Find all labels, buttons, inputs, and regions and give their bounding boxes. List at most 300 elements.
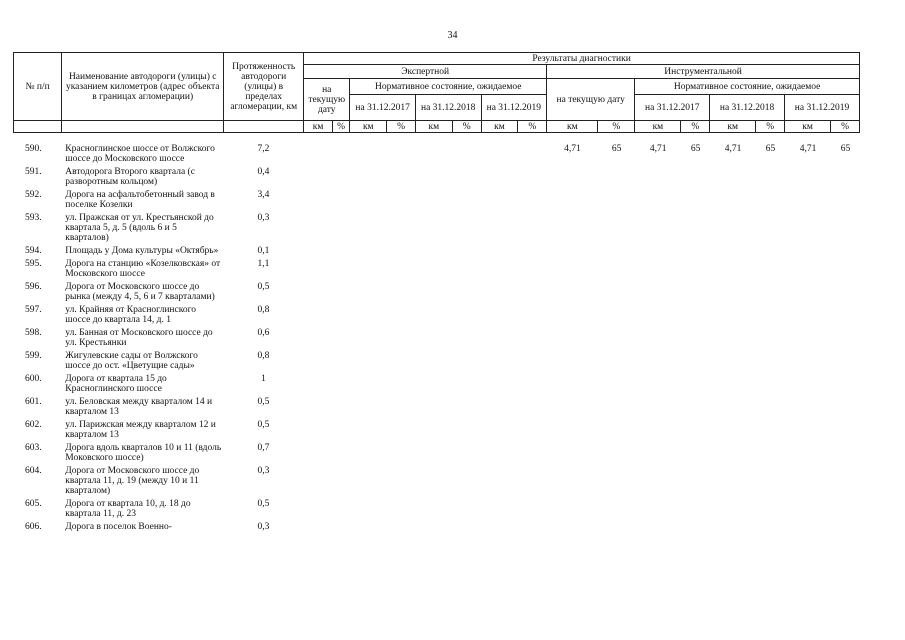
value-km xyxy=(635,465,681,498)
header-normative-instr: Нормативное состояние, ожидаемое xyxy=(635,79,860,95)
value-pct xyxy=(756,419,785,442)
value-pct xyxy=(681,304,710,327)
value-pct xyxy=(518,373,547,396)
value-pct xyxy=(598,189,635,212)
road-name: ул. Пражская от ул. Крестьянской до квартала 5, д. 5 (вдоль 6 и 5 кварталов) xyxy=(65,213,214,243)
value-km xyxy=(415,498,452,521)
table-row xyxy=(13,212,860,245)
header-results: Результаты диагностики xyxy=(304,53,860,65)
value-pct xyxy=(518,465,547,498)
value-km xyxy=(481,212,518,245)
road-name: Дорога вдоль кварталов 10 и 11 (вдоль Моковского шоссе) xyxy=(65,443,222,463)
value-km xyxy=(785,396,831,419)
value-pct xyxy=(387,212,416,245)
value-pct xyxy=(831,396,860,419)
value-pct: 65 xyxy=(690,144,701,154)
value-km xyxy=(304,498,333,521)
value-pct xyxy=(831,465,860,498)
value-pct xyxy=(756,350,785,373)
road-name: ул. Парижская между кварталом 12 и кварталом 13 xyxy=(65,420,216,440)
header-instr-2019: на 31.12.2019 xyxy=(785,95,860,121)
value-pct xyxy=(452,166,481,189)
road-length: 0,5 xyxy=(257,397,270,407)
value-pct xyxy=(332,465,349,498)
value-km xyxy=(710,281,756,304)
value-km xyxy=(415,465,452,498)
value-km xyxy=(635,521,681,534)
value-pct xyxy=(332,498,349,521)
value-km xyxy=(481,189,518,212)
value-km xyxy=(304,166,333,189)
value-pct xyxy=(518,327,547,350)
value-pct xyxy=(598,327,635,350)
value-pct xyxy=(518,212,547,245)
road-name: Площадь у Дома культуры «Октябрь» xyxy=(65,246,219,256)
value-pct xyxy=(332,143,349,166)
value-km xyxy=(710,245,756,258)
road-name: Дорога от Московского шоссе до рынка (между 4, 5, 6 и 7 кварталами) xyxy=(65,282,215,302)
unit-pct: % xyxy=(598,121,635,133)
value-km xyxy=(785,498,831,521)
value-km xyxy=(635,258,681,281)
value-km xyxy=(304,281,333,304)
value-pct xyxy=(452,281,481,304)
value-pct xyxy=(831,327,860,350)
table-row xyxy=(13,442,860,465)
row-number: 606. xyxy=(25,522,42,532)
value-km xyxy=(350,166,387,189)
value-pct xyxy=(831,281,860,304)
unit-km: км xyxy=(481,121,518,133)
value-km xyxy=(547,327,598,350)
value-km xyxy=(415,442,452,465)
value-pct xyxy=(831,304,860,327)
table-header xyxy=(13,52,860,133)
value-km xyxy=(710,258,756,281)
value-pct xyxy=(681,521,710,534)
road-name: ул. Крайняя от Красноглинского шоссе до квартала 14, д. 1 xyxy=(65,305,196,325)
unit-pct: % xyxy=(452,121,481,133)
value-pct xyxy=(598,373,635,396)
value-km xyxy=(350,143,387,166)
value-pct xyxy=(598,245,635,258)
value-pct xyxy=(332,373,349,396)
value-km xyxy=(710,442,756,465)
value-km xyxy=(547,304,598,327)
value-pct xyxy=(452,327,481,350)
value-pct xyxy=(598,521,635,534)
value-pct xyxy=(756,327,785,350)
value-km xyxy=(785,373,831,396)
value-km xyxy=(635,396,681,419)
value-km xyxy=(547,281,598,304)
value-km xyxy=(304,327,333,350)
value-pct xyxy=(831,189,860,212)
value-pct xyxy=(387,304,416,327)
value-pct xyxy=(452,304,481,327)
value-km xyxy=(547,419,598,442)
header-expert-2018: на 31.12.2018 xyxy=(415,95,481,121)
value-km xyxy=(635,212,681,245)
value-pct xyxy=(756,304,785,327)
value-pct xyxy=(332,521,349,534)
table-row xyxy=(13,396,860,419)
value-pct xyxy=(518,281,547,304)
table-row xyxy=(13,521,860,534)
header-current-instr: на текущую дату xyxy=(547,79,635,121)
value-pct xyxy=(332,245,349,258)
value-km xyxy=(785,521,831,534)
value-km xyxy=(547,498,598,521)
value-km xyxy=(415,350,452,373)
value-km xyxy=(350,350,387,373)
value-km xyxy=(547,166,598,189)
value-pct xyxy=(452,465,481,498)
value-km xyxy=(785,258,831,281)
value-km xyxy=(785,245,831,258)
value-pct xyxy=(452,189,481,212)
value-km xyxy=(481,419,518,442)
value-pct xyxy=(518,396,547,419)
value-pct xyxy=(681,189,710,212)
value-pct xyxy=(598,350,635,373)
road-length: 3,4 xyxy=(257,190,270,200)
value-pct xyxy=(598,166,635,189)
table-row xyxy=(13,189,860,212)
value-pct xyxy=(387,373,416,396)
value-km xyxy=(710,396,756,419)
road-length: 1,1 xyxy=(257,259,270,269)
value-pct xyxy=(756,245,785,258)
value-km xyxy=(547,245,598,258)
road-length: 0,6 xyxy=(257,328,270,338)
road-length: 0,5 xyxy=(257,499,270,509)
value-pct xyxy=(681,396,710,419)
value-km xyxy=(710,498,756,521)
value-km xyxy=(304,245,333,258)
road-length: 0,8 xyxy=(257,305,270,315)
value-km xyxy=(304,396,333,419)
value-pct xyxy=(518,189,547,212)
table-row xyxy=(13,465,860,498)
value-km xyxy=(481,373,518,396)
value-km xyxy=(710,465,756,498)
value-km xyxy=(350,465,387,498)
value-km xyxy=(350,258,387,281)
value-pct xyxy=(387,281,416,304)
unit-km: км xyxy=(547,121,598,133)
value-pct xyxy=(681,498,710,521)
value-km xyxy=(481,327,518,350)
value-pct xyxy=(452,350,481,373)
value-km xyxy=(304,189,333,212)
row-number: 594. xyxy=(25,246,42,256)
value-km xyxy=(785,350,831,373)
value-pct xyxy=(681,212,710,245)
value-km xyxy=(304,373,333,396)
value-km xyxy=(710,212,756,245)
unit-km: км xyxy=(304,121,333,133)
value-pct xyxy=(452,245,481,258)
value-km xyxy=(304,143,333,166)
value-km xyxy=(415,373,452,396)
value-pct xyxy=(681,166,710,189)
table-row xyxy=(13,143,860,166)
value-pct xyxy=(332,212,349,245)
value-pct xyxy=(518,166,547,189)
value-pct xyxy=(756,258,785,281)
table-row xyxy=(13,304,860,327)
value-pct xyxy=(756,373,785,396)
value-km xyxy=(415,258,452,281)
value-km xyxy=(785,281,831,304)
value-km xyxy=(481,521,518,534)
value-pct xyxy=(598,304,635,327)
value-pct xyxy=(452,498,481,521)
value-km xyxy=(547,258,598,281)
value-pct xyxy=(452,258,481,281)
road-name: Дорога на асфальтобетонный завод в поселке Козелки xyxy=(65,190,215,210)
row-number: 598. xyxy=(25,328,42,338)
header-length: Протяженность автодороги (улицы) в пределах агломерации, км xyxy=(224,53,304,121)
value-km xyxy=(304,465,333,498)
value-km xyxy=(710,189,756,212)
value-km: 4,71 xyxy=(649,144,667,154)
table-row xyxy=(13,245,860,258)
value-pct xyxy=(681,350,710,373)
row-number: 599. xyxy=(25,351,42,361)
row-number: 596. xyxy=(25,282,42,292)
value-pct xyxy=(681,442,710,465)
value-pct xyxy=(518,258,547,281)
unit-pct: % xyxy=(756,121,785,133)
value-pct xyxy=(681,465,710,498)
value-pct xyxy=(681,327,710,350)
value-pct xyxy=(756,396,785,419)
value-pct xyxy=(518,350,547,373)
value-pct xyxy=(332,281,349,304)
value-pct xyxy=(756,442,785,465)
table-row xyxy=(13,327,860,350)
road-length: 0,1 xyxy=(257,246,270,256)
value-pct xyxy=(452,212,481,245)
value-pct xyxy=(598,396,635,419)
value-pct xyxy=(387,442,416,465)
value-pct xyxy=(831,212,860,245)
value-pct xyxy=(831,373,860,396)
road-length: 0,3 xyxy=(257,213,270,223)
value-pct xyxy=(756,521,785,534)
value-pct xyxy=(831,350,860,373)
table-row xyxy=(13,419,860,442)
value-km xyxy=(350,373,387,396)
value-km xyxy=(481,498,518,521)
value-pct xyxy=(831,419,860,442)
value-km xyxy=(415,304,452,327)
road-name: ул. Банная от Московского шоссе до ул. Крестьянки xyxy=(65,328,213,348)
value-km xyxy=(481,350,518,373)
value-km xyxy=(415,166,452,189)
value-pct xyxy=(332,327,349,350)
value-km xyxy=(415,143,452,166)
value-km xyxy=(350,498,387,521)
page-number: 34 xyxy=(447,30,458,41)
value-km xyxy=(304,258,333,281)
value-km xyxy=(350,245,387,258)
value-pct xyxy=(387,143,416,166)
value-km xyxy=(350,327,387,350)
value-km xyxy=(415,281,452,304)
value-pct xyxy=(598,419,635,442)
header-expert: Экспертной xyxy=(304,65,547,79)
value-pct xyxy=(452,373,481,396)
value-km xyxy=(710,373,756,396)
value-pct: 65 xyxy=(765,144,776,154)
value-km xyxy=(415,419,452,442)
road-length: 7,2 xyxy=(257,144,270,154)
value-km xyxy=(415,521,452,534)
road-length: 1 xyxy=(261,374,266,384)
value-km: 4,71 xyxy=(564,144,581,154)
value-pct xyxy=(756,281,785,304)
value-km xyxy=(304,350,333,373)
value-pct xyxy=(756,465,785,498)
value-km xyxy=(481,465,518,498)
value-km xyxy=(481,396,518,419)
value-km xyxy=(304,521,333,534)
road-length: 0,5 xyxy=(257,420,270,430)
value-pct xyxy=(518,498,547,521)
value-km xyxy=(710,350,756,373)
row-number: 590. xyxy=(25,144,42,154)
value-pct xyxy=(831,521,860,534)
value-km xyxy=(785,465,831,498)
row-number: 600. xyxy=(25,374,42,384)
value-pct xyxy=(831,498,860,521)
row-number: 592. xyxy=(25,190,42,200)
table-row xyxy=(13,373,860,396)
value-km xyxy=(635,350,681,373)
value-pct: 65 xyxy=(840,144,851,154)
table-row xyxy=(13,498,860,521)
value-pct xyxy=(387,166,416,189)
value-pct xyxy=(452,521,481,534)
value-pct xyxy=(831,166,860,189)
value-pct xyxy=(518,419,547,442)
value-pct xyxy=(387,327,416,350)
unit-pct: % xyxy=(332,121,349,133)
value-pct xyxy=(452,396,481,419)
value-pct xyxy=(387,498,416,521)
table-body xyxy=(13,143,860,534)
row-number: 602. xyxy=(25,420,42,430)
value-pct xyxy=(681,245,710,258)
value-pct xyxy=(831,258,860,281)
value-pct xyxy=(518,521,547,534)
value-pct xyxy=(387,189,416,212)
value-pct xyxy=(387,396,416,419)
value-pct xyxy=(598,212,635,245)
value-pct xyxy=(598,281,635,304)
row-number: 591. xyxy=(25,167,42,177)
value-km xyxy=(547,212,598,245)
road-name: ул. Беловская между кварталом 14 и кварталом 13 xyxy=(65,397,213,417)
table-row xyxy=(13,166,860,189)
header-instrumental: Инструментальной xyxy=(547,65,860,79)
value-km xyxy=(785,212,831,245)
header-current-expert: на текущую дату xyxy=(304,79,350,121)
value-pct xyxy=(681,373,710,396)
value-km xyxy=(635,245,681,258)
value-pct xyxy=(518,245,547,258)
value-km xyxy=(350,304,387,327)
road-name: Жигулевские сады от Волжского шоссе до ост. «Цветущие сады» xyxy=(65,351,198,371)
value-km xyxy=(785,304,831,327)
value-pct xyxy=(831,442,860,465)
road-name: Дорога от квартала 10, д. 18 до квартала 11, д. 23 xyxy=(65,499,191,519)
value-km xyxy=(635,419,681,442)
value-km xyxy=(350,419,387,442)
value-km xyxy=(710,327,756,350)
value-pct xyxy=(332,396,349,419)
value-pct xyxy=(518,143,547,166)
value-km xyxy=(547,521,598,534)
value-pct xyxy=(387,465,416,498)
road-length: 0,3 xyxy=(257,466,270,476)
value-pct xyxy=(598,465,635,498)
row-number: 601. xyxy=(25,397,42,407)
value-km xyxy=(304,212,333,245)
value-km xyxy=(635,166,681,189)
road-name: Дорога на станцию «Козелковская» от Московского шоссе xyxy=(65,259,221,279)
value-km xyxy=(415,396,452,419)
road-name: Дорога от квартала 15 до Красноглинского шоссе xyxy=(65,374,167,394)
road-length: 0,8 xyxy=(257,351,270,361)
road-length: 0,7 xyxy=(257,443,270,453)
value-km xyxy=(635,442,681,465)
value-km xyxy=(547,396,598,419)
unit-pct: % xyxy=(681,121,710,133)
value-km xyxy=(304,442,333,465)
value-km xyxy=(415,212,452,245)
value-pct xyxy=(598,442,635,465)
roads-table xyxy=(13,143,860,534)
value-pct xyxy=(756,212,785,245)
header-instr-2017: на 31.12.2017 xyxy=(635,95,710,121)
value-pct xyxy=(452,442,481,465)
value-km: 4,71 xyxy=(799,144,817,154)
value-pct xyxy=(598,258,635,281)
value-pct xyxy=(332,189,349,212)
value-km xyxy=(350,396,387,419)
table-row xyxy=(13,350,860,373)
road-name: Дорога в поселок Военно- xyxy=(65,522,172,532)
header-expert-2019: на 31.12.2019 xyxy=(481,95,547,121)
value-km xyxy=(350,442,387,465)
value-km xyxy=(710,166,756,189)
value-km xyxy=(415,245,452,258)
unit-km: км xyxy=(350,121,387,133)
value-km xyxy=(481,258,518,281)
unit-km: км xyxy=(785,121,831,133)
value-km xyxy=(481,281,518,304)
value-pct xyxy=(518,442,547,465)
row-number: 603. xyxy=(25,443,42,453)
value-km xyxy=(547,442,598,465)
value-km xyxy=(710,304,756,327)
value-pct xyxy=(756,166,785,189)
value-km xyxy=(547,189,598,212)
